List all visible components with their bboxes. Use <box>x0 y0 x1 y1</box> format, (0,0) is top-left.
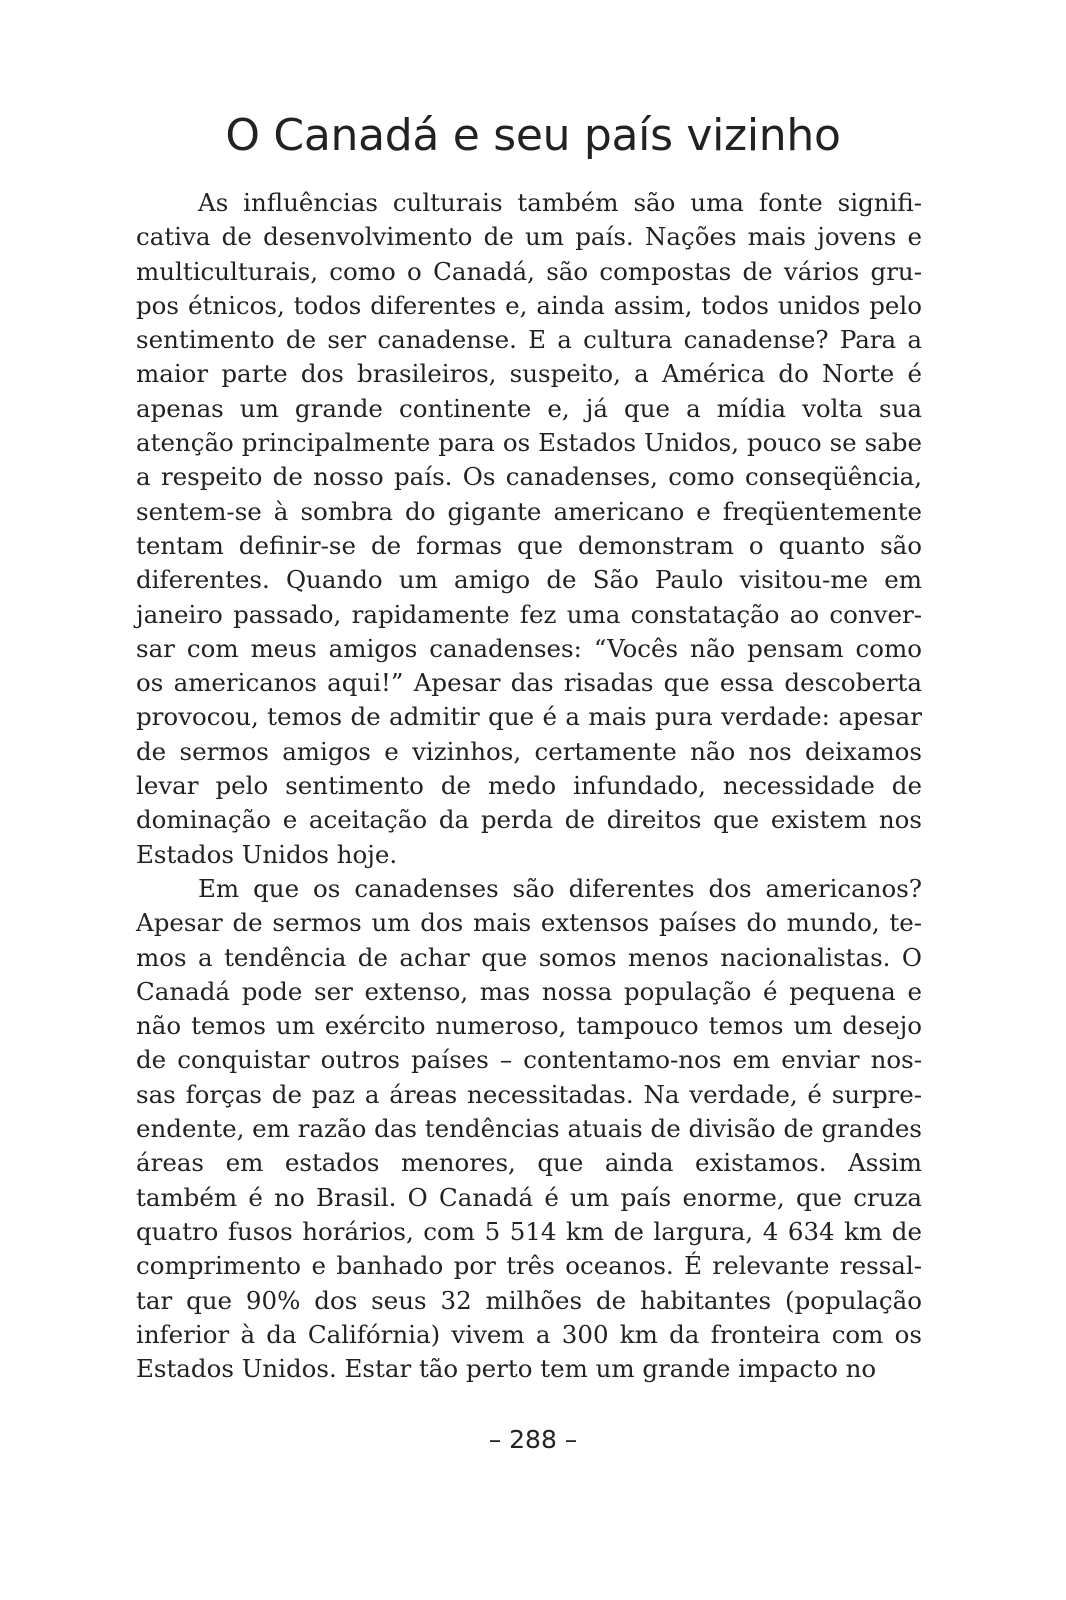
page-number: – 288 – <box>488 1425 578 1454</box>
paragraph-1: As influências culturais também são uma fonte significativa de desenvolvimento de um país. Nações mais jovens e multiculturais, como o Canadá, são compostas de vários grupos étnicos, todos diferentes e, ainda assim, todos unidos pelo sentimento de ser canadense. E a cultura canadense? Para a maior parte dos brasileiros, suspeito, a América do Norte é apenas um grande continente e, já que a mídia volta sua atenção principalmente para os Estados Unidos, pouco se sabe a respeito de nosso país. Os canadenses, como conseqüência, sentem-se à sombra do gigante americano e freqüentemente tentam definir-se de formas que demonstram o quanto são diferentes. Quando um amigo de São Paulo visitou-me em janeiro passado, rapidamente fez uma constatação ao conversar com meus amigos canadenses: “Vocês não pensam como os americanos aqui!” Apesar das risadas que essa descoberta provocou, temos de admitir que é a mais pura verdade: apesar de sermos amigos e vizinhos, certamente não nos deixamos levar pelo sentimento de medo infundado, necessidade de dominação e aceitação da perda de direitos que existem nos Estados Unidos hoje. <box>136 188 922 869</box>
paragraph-2: Em que os canadenses são diferentes dos americanos? Apesar de sermos um dos mais extensos países do mundo, temos a tendência de achar que somos menos nacionalistas. O Canadá pode ser extenso, mas nossa população é pequena e não temos um exército numeroso, tampouco temos um desejo de conquistar outros países – contentamo-nos em enviar nossas forças de paz a áreas necessitadas. Na verdade, é surpreendente, em razão das tendências atuais de divisão de grandes áreas em estados menores, que ainda existamos. Assim também é no Brasil. O Canadá é um país enorme, que cruza quatro fusos horários, com 5 514 km de largura, 4 634 km de comprimento e banhado por três oceanos. É relevante ressaltar que 90% dos seus 32 milhões de habitantes (população inferior à da Califórnia) vivem a 300 km da fronteira com os Estados Unidos. Estar tão perto tem um grande impacto no <box>136 873 922 1384</box>
body-text <box>136 186 922 1386</box>
chapter-title: O Canadá e seu país vizinho <box>225 110 841 161</box>
